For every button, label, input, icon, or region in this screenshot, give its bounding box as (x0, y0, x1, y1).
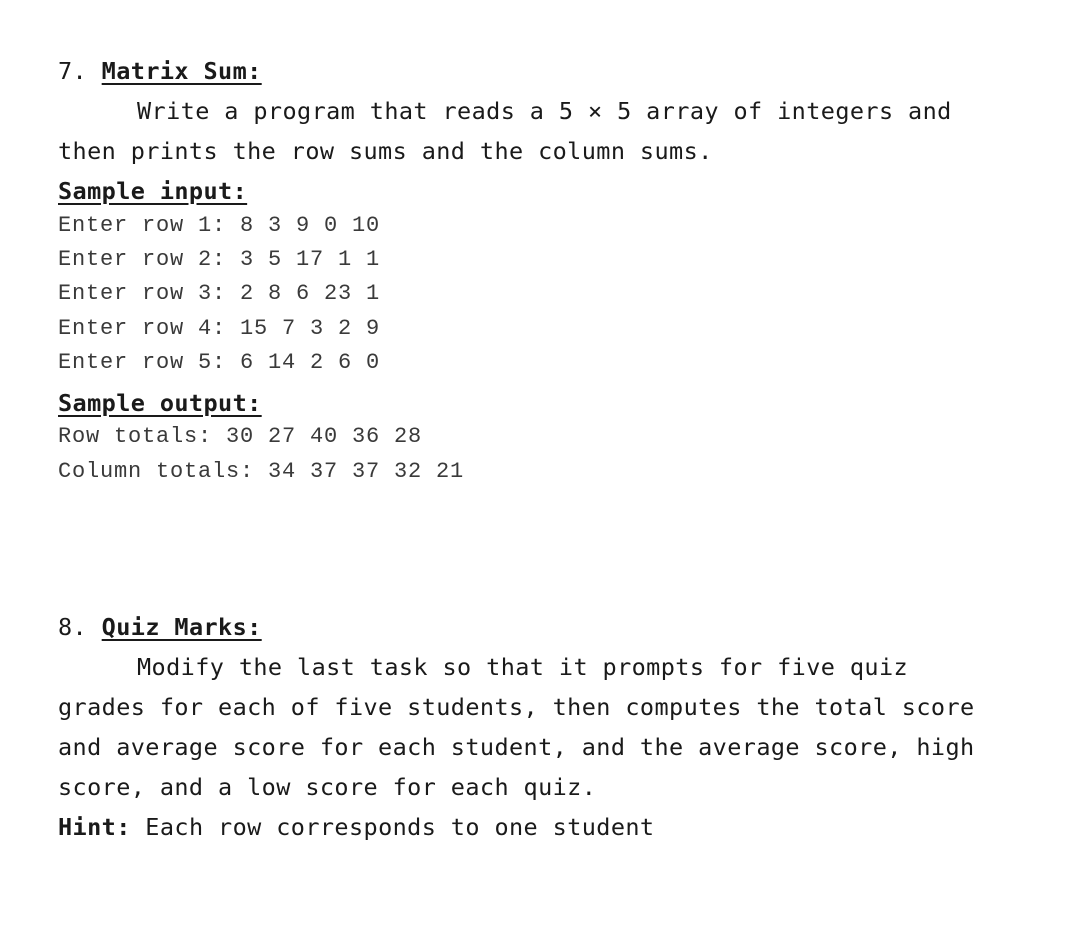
sample-input-heading: Sample input: (58, 177, 248, 205)
task-7-number: 7. (58, 57, 88, 85)
sample-input-line: Enter row 1: 8 3 9 0 10 (58, 213, 381, 238)
task-7-heading (58, 56, 262, 86)
task-7-description-line-1: Write a program that reads a 5 × 5 array of integers and (137, 97, 952, 125)
hint-line (58, 812, 655, 842)
task-8-heading (58, 612, 262, 642)
sample-input-line: Enter row 2: 3 5 17 1 1 (58, 247, 381, 272)
task-8-title: Quiz Marks: (101, 613, 262, 641)
sample-output-line: Column totals: 34 37 37 32 21 (58, 459, 465, 484)
task-8-description-line: Modify the last task so that it prompts for five quiz (137, 653, 909, 681)
task-7-title: Matrix Sum: (101, 57, 262, 85)
task-8-description-line: score, and a low score for each quiz. (58, 773, 597, 801)
sample-input-line: Enter row 4: 15 7 3 2 9 (58, 316, 381, 341)
task-8-description-line: and average score for each student, and the average score, high (58, 733, 975, 761)
hint-label: Hint: (58, 813, 131, 841)
hint-text: Each row corresponds to one student (130, 813, 655, 841)
task-8-number: 8. (58, 613, 88, 641)
sample-input-line: Enter row 5: 6 14 2 6 0 (58, 350, 381, 375)
sample-input-line: Enter row 3: 2 8 6 23 1 (58, 281, 381, 306)
sample-output-line: Row totals: 30 27 40 36 28 (58, 424, 423, 449)
sample-output-heading: Sample output: (58, 389, 262, 417)
task-8-description-line: grades for each of five students, then computes the total score (58, 693, 975, 721)
task-7-description-line-2: then prints the row sums and the column sums. (58, 137, 713, 165)
